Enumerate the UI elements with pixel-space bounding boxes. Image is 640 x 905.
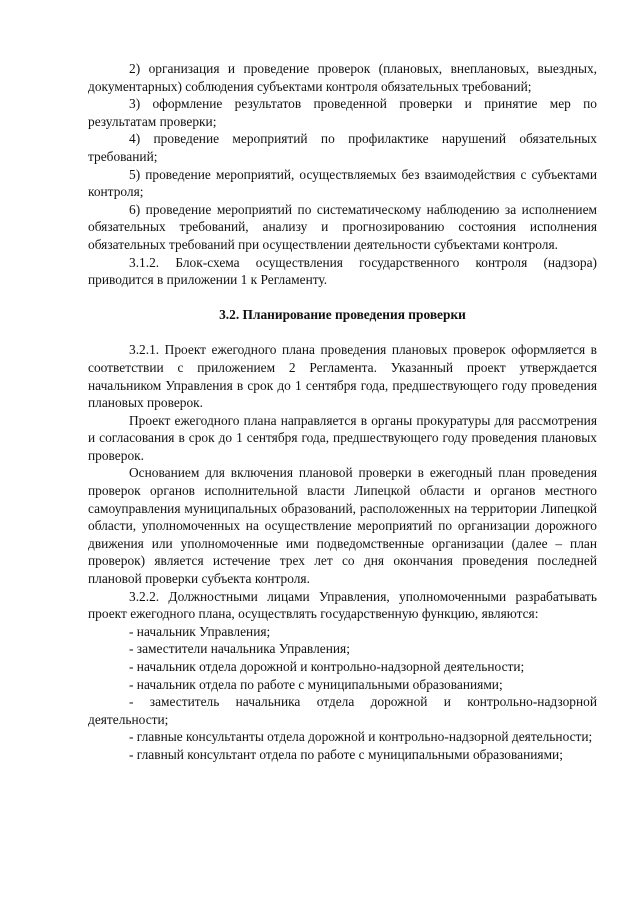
official-item: - начальник отдела дорожной и контрольно-надзорной деятельности;	[129, 659, 525, 674]
paragraph-3-2-1-prosecution: Проект ежегодного плана направляется в органы прокуратуры для рассмотрения и согласования в срок до 1 сентября года, предшествующего году проведения плановых проверок.	[88, 412, 597, 463]
list-item-3: 3) оформление результатов проведенной проверки и принятие мер по результатам проверки;	[88, 96, 597, 129]
document-page	[88, 60, 597, 764]
official-item: - главные консультанты отдела дорожной и контрольно-надзорной деятельности;	[129, 729, 593, 745]
paragraph-3-1-2: 3.1.2. Блок-схема осуществления государственного контроля (надзора) приводится в приложении 1 к Регламенту.	[88, 254, 597, 288]
paragraph-3-2-2: 3.2.2. Должностными лицами Управления, уполномоченными разрабатывать проект ежегодного плана, осуществлять государственную функцию, являются:	[88, 588, 597, 622]
list-item-2: 2) организация и проведение проверок (плановых, внеплановых, выездных, документарных) соблюдения субъектами контроля обязательных требований;	[88, 61, 597, 94]
paragraph-3-2-1: 3.2.1. Проект ежегодного плана проведения плановых проверок оформляется в соответствии с приложением 2 Регламента. Указанный проект утверждается начальником Управления в срок до 1 сентября года, предшествующего году проведения плановых проверок.	[88, 342, 597, 411]
official-item: - начальник отдела по работе с муниципальными образованиями;	[129, 676, 503, 692]
official-item: - главный консультант отдела по работе с муниципальными образованиями;	[129, 746, 563, 762]
list-item-4: 4) проведение мероприятий по профилактике нарушений обязательных требований;	[88, 131, 597, 164]
list-item-5: 5) проведение мероприятий, осуществляемых без взаимодействия с субъектами контроля;	[88, 166, 597, 200]
official-item: - заместители начальника Управления;	[129, 641, 350, 657]
official-item: - заместитель начальника отдела дорожной и контрольно-надзорной деятельности;	[88, 694, 597, 727]
official-item: - начальник Управления;	[129, 623, 271, 639]
section-heading-3-2: 3.2. Планирование проведения проверки	[219, 306, 466, 322]
paragraph-3-2-1-basis: Основанием для включения плановой проверки в ежегодный план проведения проверок органов исполнительной власти Липецкой области и органов местного самоуправления муниципальных образований, расположенных на территории Липецкой области, уполномоченных на осуществление мероприятий по организации дорожного движения или уполномоченные ими подведомственные организации (далее – план проверок) является истечение трех лет со дня окончания проведения последней плановой проверки субъекта контроля.	[88, 465, 597, 587]
list-item-6: 6) проведение мероприятий по систематическому наблюдению за исполнением обязательных требований, анализу и прогнозированию состояния исполнения обязательных требований при осуществлении деятельности субъектами контроля.	[88, 201, 597, 252]
